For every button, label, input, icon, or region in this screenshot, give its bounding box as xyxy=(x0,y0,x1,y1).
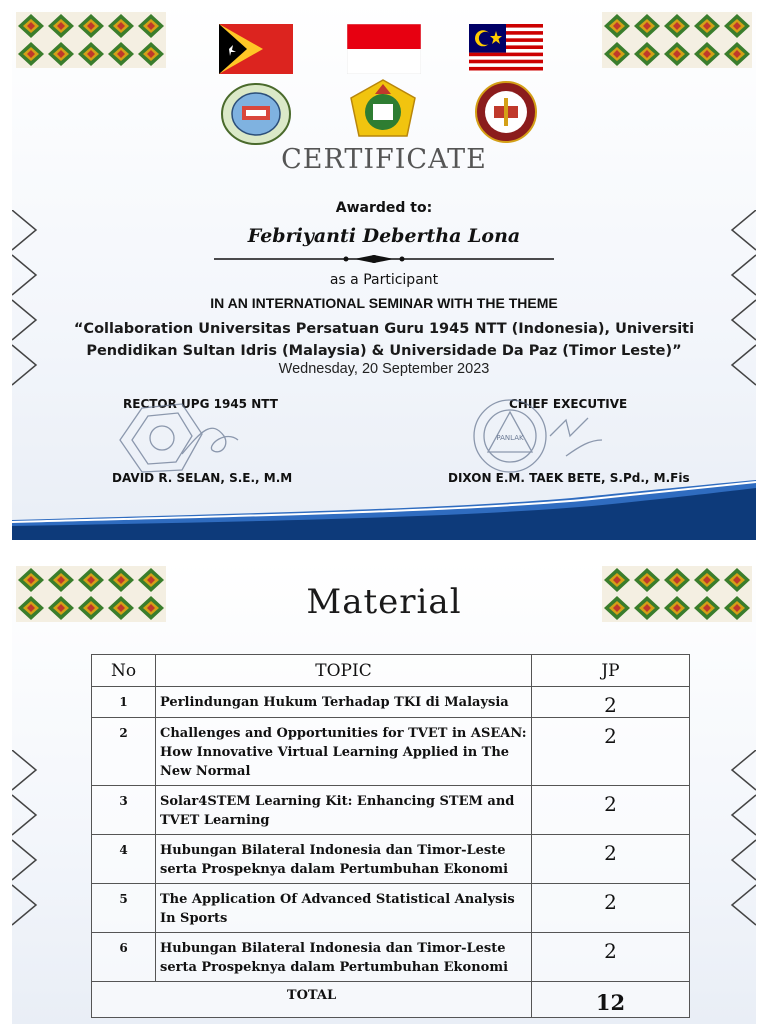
upsi-seal xyxy=(470,80,542,144)
table-row xyxy=(92,687,690,718)
material-right-chevron-marks xyxy=(726,750,756,930)
row-topic: Hubungan Bilateral Indonesia dan Timor-Leste serta Prospeknya dalam Pertumbuhan Ekonomi xyxy=(156,933,532,982)
row-jp: 2 xyxy=(532,718,690,786)
row-no: 4 xyxy=(92,835,156,884)
name-divider xyxy=(214,250,554,268)
seminar-date: Wednesday, 20 September 2023 xyxy=(278,361,490,377)
row-topic: Solar4STEM Learning Kit: Enhancing STEM and TVET Learning xyxy=(156,786,532,835)
ornament-band-top-right xyxy=(602,12,752,68)
table-row xyxy=(92,835,690,884)
row-no: 6 xyxy=(92,933,156,982)
table-row xyxy=(92,884,690,933)
indonesia-flag xyxy=(347,24,421,74)
table-row xyxy=(92,933,690,982)
malaysia-flag xyxy=(469,24,543,74)
material-page xyxy=(12,560,756,1024)
right-signatory-name: DIXON E.M. TAEK BETE, S.Pd., M.Fis xyxy=(448,471,690,485)
row-jp: 2 xyxy=(532,884,690,933)
row-no: 5 xyxy=(92,884,156,933)
material-title: Material xyxy=(306,582,462,622)
row-no: 1 xyxy=(92,687,156,718)
certificate-title: CERTIFICATE xyxy=(281,144,487,175)
total-value: 12 xyxy=(532,982,690,1018)
participant-line: as a Participant xyxy=(329,272,439,288)
universidade-da-paz-seal xyxy=(220,82,292,146)
row-jp: 2 xyxy=(532,835,690,884)
table-header-row xyxy=(92,655,690,687)
header-topic: TOPIC xyxy=(156,655,532,687)
rector-stamp-signature xyxy=(112,400,252,480)
upg-1945-ntt-seal xyxy=(347,78,419,142)
bottom-wave-decoration xyxy=(12,480,756,540)
row-jp: 2 xyxy=(532,687,690,718)
seminar-title-line-2: Pendidikan Sultan Idris (Malaysia) & Universidade Da Paz (Timor Leste)” xyxy=(86,343,682,359)
header-no: No xyxy=(92,655,156,687)
material-table xyxy=(91,654,690,1018)
certificate-page xyxy=(12,0,756,540)
row-topic: Challenges and Opportunities for TVET in ASEAN: How Innovative Virtual Learning Applied in The New Normal xyxy=(156,718,532,786)
panlak-stamp-signature xyxy=(470,396,610,478)
seminar-title xyxy=(52,318,716,362)
row-jp: 2 xyxy=(532,933,690,982)
table-row xyxy=(92,786,690,835)
ornament-band-top-left xyxy=(16,12,166,68)
stamp-text: PANLAK xyxy=(496,434,524,442)
table-total-row xyxy=(92,982,690,1018)
row-jp: 2 xyxy=(532,786,690,835)
right-signatory-role: CHIEF EXECUTIVE xyxy=(509,397,628,411)
seminar-theme-heading: IN AN INTERNATIONAL SEMINAR WITH THE THEME xyxy=(210,295,558,311)
awarded-to-label: Awarded to: xyxy=(335,200,433,216)
left-signatory-role: RECTOR UPG 1945 NTT xyxy=(123,397,278,411)
timor-leste-flag xyxy=(219,24,293,74)
row-topic: The Application Of Advanced Statistical Analysis In Sports xyxy=(156,884,532,933)
seminar-title-line-1: “Collaboration Universitas Persatuan Guru 1945 NTT (Indonesia), Universiti xyxy=(73,321,695,337)
recipient-name: Febriyanti Debertha Lona xyxy=(247,225,521,247)
row-no: 3 xyxy=(92,786,156,835)
material-left-chevron-marks xyxy=(12,750,42,930)
table-row xyxy=(92,718,690,786)
header-jp: JP xyxy=(532,655,690,687)
total-label: TOTAL xyxy=(92,982,532,1018)
row-topic: Hubungan Bilateral Indonesia dan Timor-Leste serta Prospeknya dalam Pertumbuhan Ekonomi xyxy=(156,835,532,884)
row-topic: Perlindungan Hukum Terhadap TKI di Malaysia xyxy=(156,687,532,718)
left-signatory-name: DAVID R. SELAN, S.E., M.M xyxy=(112,471,293,485)
row-no: 2 xyxy=(92,718,156,786)
